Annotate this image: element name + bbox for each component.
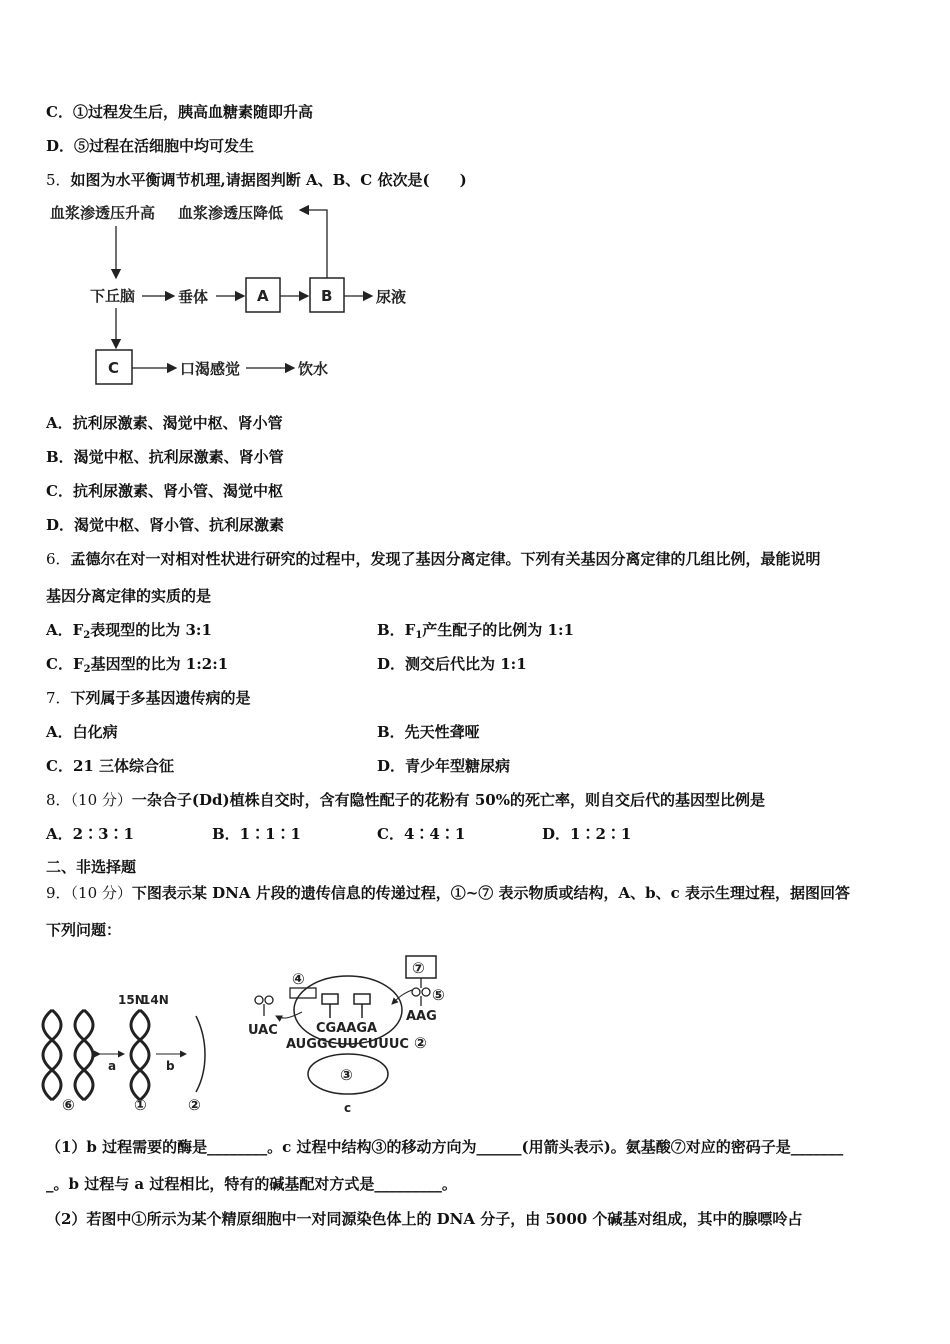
question-score: （10 分） (70, 884, 132, 902)
q7-option-b[interactable]: B．先天性聋哑 (377, 723, 480, 741)
opt-subscript: 2 (83, 630, 91, 641)
question-8 (46, 790, 765, 810)
box-c-label: C (108, 359, 120, 377)
q8-option-c[interactable]: C．4∶4∶1 (377, 825, 466, 843)
pituitary-label: 垂体 (178, 288, 209, 306)
q6-option-a[interactable] (46, 620, 212, 646)
dna-helix-1 (131, 1010, 149, 1100)
trna-leaving (255, 996, 273, 1016)
question-number: 9． (46, 884, 71, 902)
q6-option-b[interactable] (377, 620, 574, 646)
q8-option-b[interactable]: B．1∶1∶1 (212, 825, 301, 843)
question-6-line2: 基因分离定律的实质的是 (46, 587, 212, 605)
drink-label: 饮水 (298, 360, 329, 378)
trna-in-ribosome (322, 994, 370, 1018)
question-number: 8． (46, 791, 71, 809)
q5-option-b[interactable]: B．渴觉中枢、抗利尿激素、肾小管 (46, 448, 284, 466)
dna-helix-6 (43, 1010, 93, 1100)
q5-option-c[interactable]: C．抗利尿激素、肾小管、渴觉中枢 (46, 482, 283, 500)
n14-label: 14N (142, 993, 169, 1007)
n15-label: 15N (118, 993, 145, 1007)
q6-option-c[interactable] (46, 654, 228, 680)
label-c: c (344, 1101, 352, 1115)
question-number: 5． (46, 171, 71, 189)
mark-6: ⑥ (62, 1096, 75, 1114)
thirst-label: 口渴感觉 (180, 360, 241, 378)
mark-1: ① (134, 1096, 147, 1114)
urine-label: 尿液 (376, 288, 407, 306)
mrna-strand-2 (196, 1016, 205, 1092)
peptide-chain-4 (290, 988, 316, 998)
q9-sub2-line1: （2）若图中①所示为某个精原细胞中一对同源染色体上的 DNA 分子，由 5000 个碱基对组成，其中的腺嘌呤占 (46, 1210, 803, 1228)
question-9-line1 (46, 883, 850, 903)
question-9-line2: 下列问题： (46, 921, 122, 939)
hypothalamus-label: 下丘脑 (90, 287, 136, 305)
opt-text: 产生配子的比例为 1:1 (422, 621, 574, 639)
question-stem: 如图为水平衡调节机理,请据图判断 A、B、C 依次是( ) (70, 171, 467, 189)
mark-7: ⑦ (412, 959, 425, 977)
arrow-trna-exit (276, 1012, 302, 1018)
q5-option-a[interactable]: A．抗利尿激素、渴觉中枢、肾小管 (46, 414, 283, 432)
section-heading: 二、非选择题 (46, 858, 137, 876)
arrow-b-to-fall (300, 210, 327, 278)
aag-label: AAG (406, 1009, 437, 1024)
dna-transfer-diagram (40, 950, 460, 1120)
question-6-line1 (46, 549, 821, 569)
opt-subscript: 1 (415, 630, 423, 641)
question-stem: 下列属于多基因遗传病的是 (70, 689, 251, 707)
q8-option-a[interactable]: A．2∶3∶1 (46, 825, 134, 843)
q7-option-c[interactable]: C．21 三体综合征 (46, 757, 175, 775)
question-7 (46, 688, 251, 708)
question-score: （10 分） (70, 791, 132, 809)
label-b: b (166, 1059, 175, 1073)
mark-3: ③ (340, 1066, 353, 1084)
mark-2-right: ② (414, 1034, 427, 1052)
question-number: 7． (46, 689, 71, 707)
plasma-osmotic-rise: 血浆渗透压升高 (50, 204, 156, 222)
option-c-prev: C．①过程发生后，胰高血糖素随即升高 (46, 103, 313, 121)
question-stem: 一杂合子(Dd)植株自交时，含有隐性配子的花粉有 50%的死亡率，则自交后代的基因型比例是 (131, 791, 765, 809)
label-a: a (108, 1059, 117, 1073)
anticodon-cgaaga: CGAAGA (316, 1021, 378, 1036)
question-number: 6． (46, 550, 71, 568)
q5-option-d[interactable]: D．渴觉中枢、肾小管、抗利尿激素 (46, 516, 285, 534)
uac-label: UAC (248, 1023, 278, 1038)
opt-text: A．F (46, 621, 84, 639)
q7-option-d[interactable]: D．青少年型糖尿病 (377, 757, 511, 775)
box-a-label: A (257, 287, 269, 305)
opt-text: C．F (46, 655, 84, 673)
question-stem: 下图表示某 DNA 片段的遗传信息的传递过程，①~⑦ 表示物质或结构，A、b、c 表示生理过程，据图回答 (131, 884, 850, 902)
mrna-sequence: AUGGCUUCUUUC (286, 1037, 409, 1052)
trna-incoming (412, 978, 430, 1006)
opt-text: 基因型的比为 1:2:1 (90, 655, 229, 673)
q6-option-d[interactable]: D．测交后代比为 1:1 (377, 655, 527, 673)
box-b-label: B (321, 287, 333, 305)
q9-sub1-line1: （1）b 过程需要的酶是________。c 过程中结构③的移动方向为______(用箭头表示)。氨基酸⑦对应的密码子是_______ (46, 1138, 844, 1156)
q9-sub1-line2: _。b 过程与 a 过程相比，特有的碱基配对方式是_________。 (46, 1175, 457, 1193)
q7-option-a[interactable]: A．白化病 (46, 723, 118, 741)
option-d-prev: D．⑤过程在活细胞中均可发生 (46, 137, 255, 155)
question-5 (46, 170, 467, 190)
plasma-osmotic-fall: 血浆渗透压降低 (178, 204, 284, 222)
water-balance-diagram (46, 198, 426, 394)
mark-2-left: ② (188, 1096, 201, 1114)
mark-5: ⑤ (432, 986, 445, 1004)
opt-text: B．F (377, 621, 416, 639)
mark-4: ④ (292, 970, 305, 988)
q8-option-d[interactable]: D．1∶2∶1 (542, 825, 632, 843)
opt-subscript: 2 (83, 664, 91, 675)
opt-text: 表现型的比为 3:1 (90, 621, 212, 639)
question-stem: 孟德尔在对一对相对性状进行研究的过程中，发现了基因分离定律。下列有关基因分离定律的几组比例，最能说明 (70, 550, 821, 568)
